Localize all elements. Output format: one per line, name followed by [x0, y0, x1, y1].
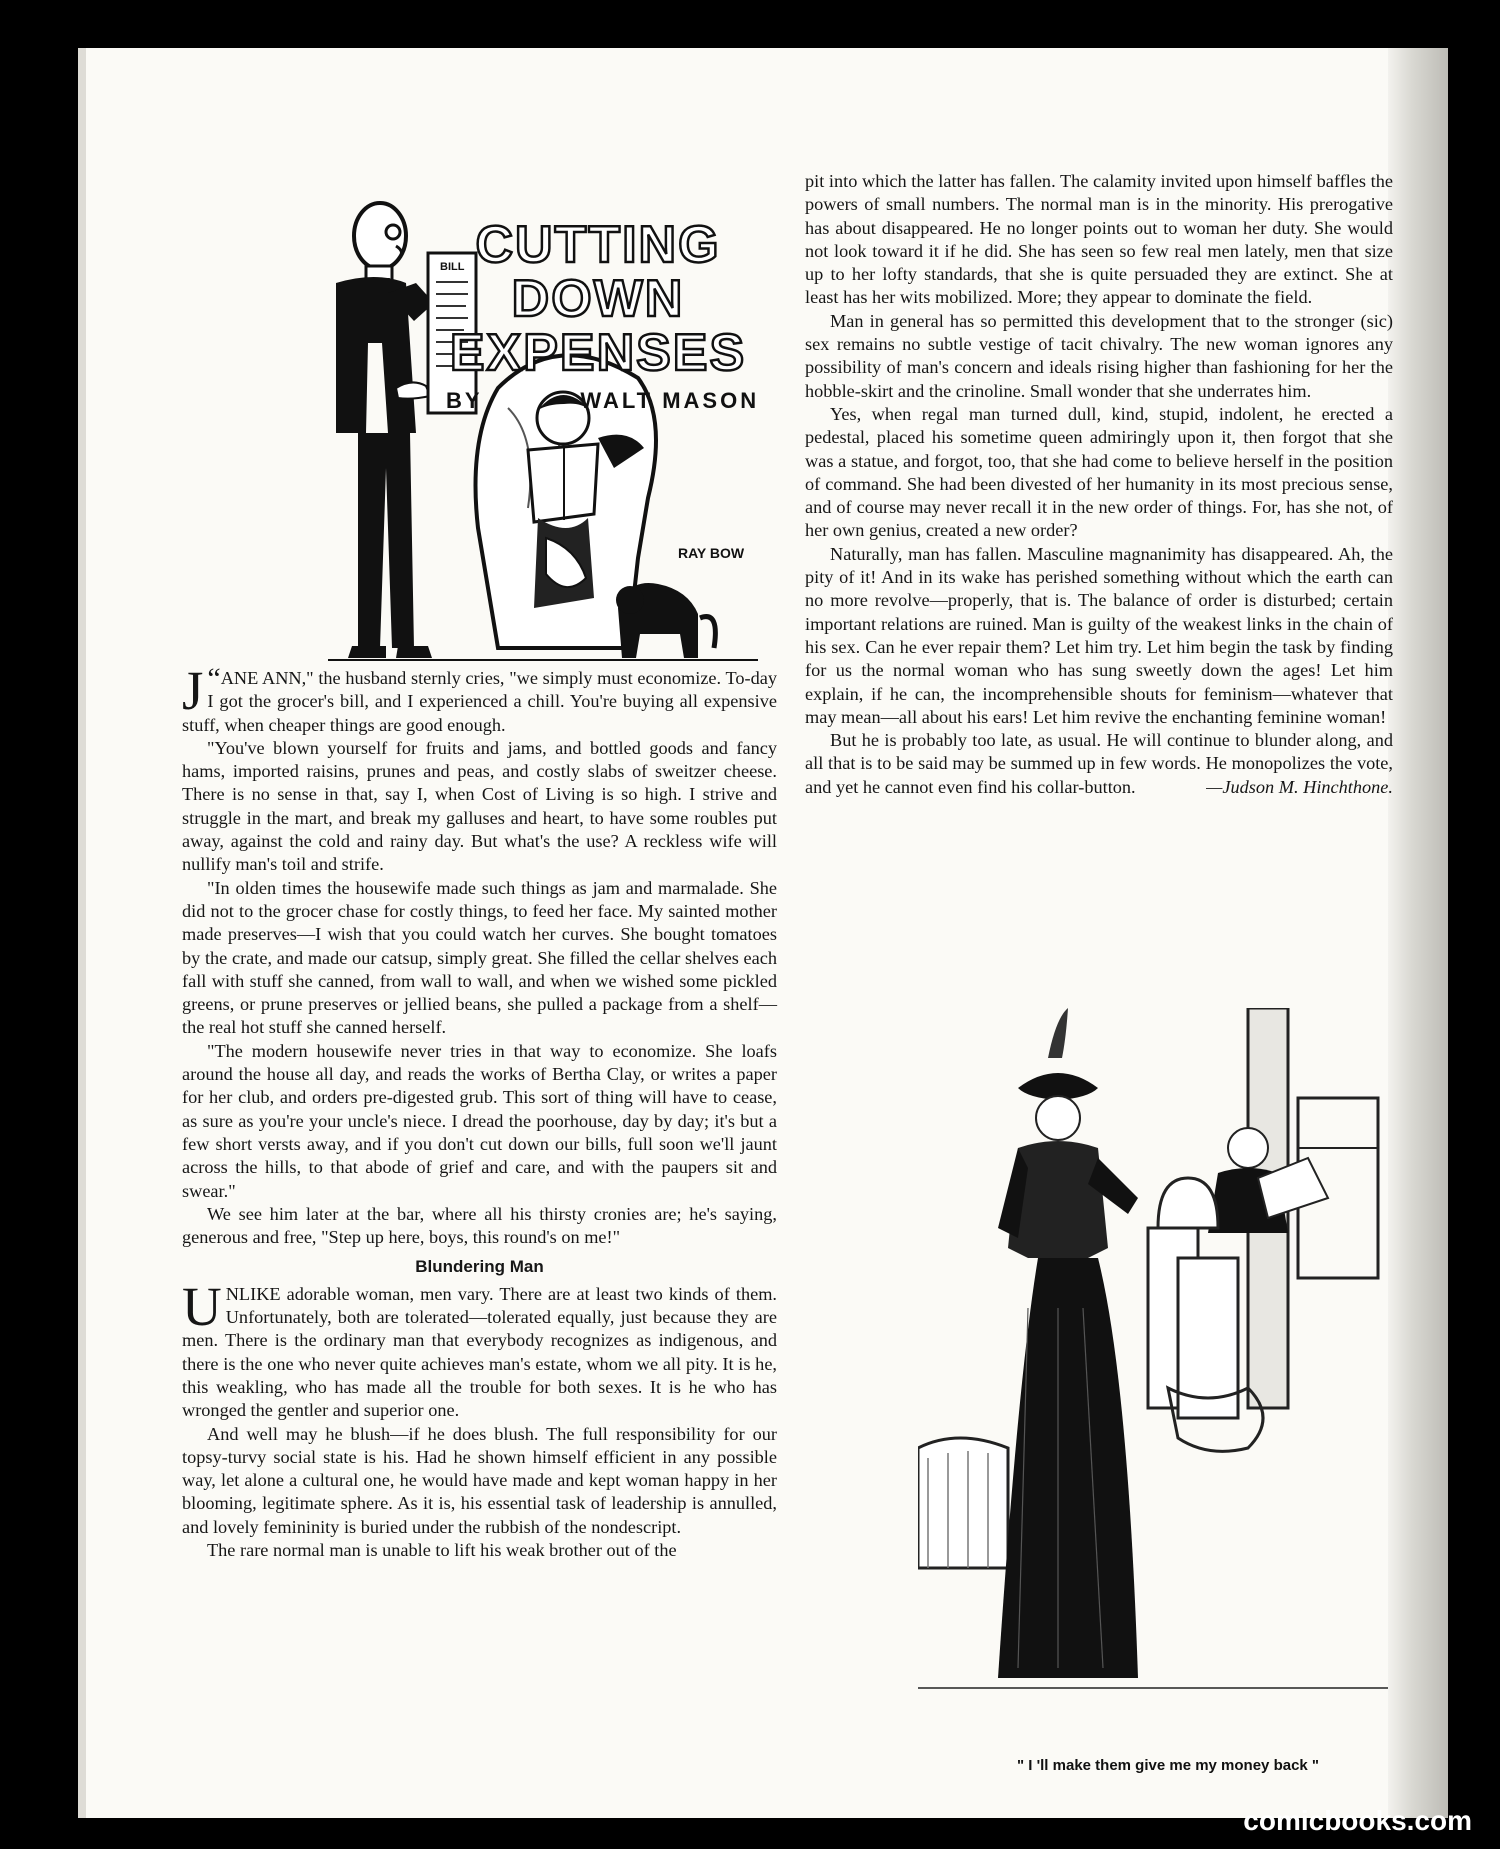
page-binding-shadow	[1388, 48, 1448, 1818]
page-left-edge	[78, 48, 86, 1818]
article2-paragraph-1: UNLIKE adorable woman, men vary. There are at least two kinds of them. Unfortunately, both are tolerated—tolerated equally, just because they are men. There is the ordinary man that everybody recognizes as indigenous, and there is the one who never quite achieves man's estate, whom we all pity. It is he, this weakling, who has made all the trouble for both sexes. It is he who has wronged the gentler and superior one.	[182, 1275, 777, 1421]
article2-paragraph-3-start: The rare normal man is unable to lift his weak brother out of the	[207, 1539, 677, 1560]
article1-paragraph-4: "The modern housewife never tries in that way to economize. She loafs around the house all day, and reads the works of Bertha Clay, or writes a paper for her club, and orders pre-digested grub. This sort of thing will have to cease, as sure as you're your uncle's niece. I dread the poorhouse, day by day; it's but a few short versts away, and if you don't cut down our bills, full soon we'll jaunt across the hills, to that abode of grief and care, and with the paupers sit and swear."	[182, 1040, 777, 1201]
byline-author: WALT MASON	[580, 388, 760, 413]
article1-paragraph-5: We see him later at the bar, where all his thirsty cronies are; he's saying, generous and free, "Step up here, boys, this round's on me!"	[182, 1203, 777, 1248]
watermark: comicbooks.com	[1243, 1805, 1472, 1836]
article2-title: Blundering Man	[415, 1257, 544, 1277]
woman-illustration	[918, 1008, 1388, 1708]
article2-signature: —Judson M. Hinchthone.	[1206, 777, 1393, 798]
article1-paragraph-2: "You've blown yourself for fruits and jams, and bottled goods and fancy hams, imported raisins, prunes and peas, and costly slabs of sweitzer cheese. There is no sense in that, say I, when Cost of Living is so high. I strive and struggle in the mart, and break my galluses and heart, to have some roubles put away, against the cold and rainy day. But what's the use? A reckless wife will nullify man's toil and strife.	[182, 737, 777, 875]
article2-paragraph-3-continued: pit into which the latter has fallen. The calamity invited upon himself baffles the powers of small numbers. The normal man is in the minority. His prerogative has about disappeared. He no longer points out to woman her duty. She would not look toward it if he did. She has seen so few real men lately, men that size up to her lofty standards, that she is quite persuaded they are extinct. She at least has her wits mobilized. More; they appear to dominate the field.	[805, 171, 1393, 308]
magazine-page	[78, 48, 1448, 1818]
right-column	[805, 170, 1393, 799]
header-title-block	[428, 218, 768, 414]
dropcap-j: J	[182, 660, 204, 721]
illustration-caption: " I 'll make them give me my money back "	[1016, 1757, 1320, 1774]
bill-label: BILL	[440, 261, 465, 273]
title-line-2: EXPENSES	[449, 324, 747, 382]
article1-paragraph-1: “ J ANE ANN," the husband sternly cries, "we simply must economize. To-day I got the grocer's bill, and I experienced a chill. You're buying all expensive stuff, when cheaper things are good enough.	[182, 660, 777, 735]
byline-by: BY	[446, 388, 483, 413]
left-column	[182, 660, 777, 1562]
article2-paragraph-6: Naturally, man has fallen. Masculine magnanimity has disappeared. Ah, the pity of it! And in its wake has perished something without which the earth can no more revolve—properly, that is. The balance of order is disturbed; certain important relations are ruined. Man is guilty of the weakest links in the chain of his sex. Can he ever repair them? Let him try. Let him begin the task by finding for us the normal woman who has sung sweetly down the ages! Let him explain, if he can, the incomprehensible shouts for feminism—whatever that may mean—all about his ears! Let him revive the enchanting feminine woman!	[805, 543, 1393, 727]
article1-paragraph-3: "In olden times the housewife made such things as jam and marmalade. She did not to the grocer chase for costly things, to feed her face. My sainted mother made preserves—I wish that you could watch her curves. She bought tomatoes by the crate, and made our catsup, simply great. She filled the cellar shelves each fall with stuff she canned, from wall to wall, and when we wished some pickled greens, or prune preserves or jellied beans, she pulled a package from a shelf—the real hot stuff she canned herself.	[182, 877, 777, 1038]
article2-paragraph-2: And well may he blush—if he does blush. The full responsibility for our topsy-turvy social state is his. Had he shown himself efficient in any possible way, let alone a cultural one, he would have made and kept woman happy in her blooming, legitimate sphere. As it is, his essential task of leadership is annulled, and lovely femininity is buried under the rubbish of the nondescript.	[182, 1423, 777, 1537]
article2-paragraph-4: Man in general has so permitted this development that to the stronger (sic) sex remains no subtle vestige of tacit chivalry. The new woman ignores any possibility of man's concern and ideals rising higher than fashioning for her the hobble-skirt and the crinoline. Small wonder that she underrates him.	[805, 310, 1393, 401]
title-line-1: CUTTING DOWN	[475, 216, 721, 328]
dropcap-u: U	[182, 1275, 222, 1337]
article2-paragraph-7: But he is probably too late, as usual. He will continue to blunder along, and all that is to be said may be summed up in few words. He monopolizes the vote, and yet he cannot even find his collar-button.	[805, 730, 1393, 797]
article2-paragraph-5: Yes, when regal man turned dull, kind, stupid, indolent, he erected a pedestal, placed his sometime queen admiringly upon it, then forgot that she was a statue, and forgot, too, that she had come to believe herself in the position of command. She had been divested of her humanity in its most precious sense, and of course may never recall it in the new order of things. For, has she not, of her own genius, created a new order?	[805, 403, 1393, 541]
byline	[428, 388, 768, 414]
artist-signature: RAY BOW	[678, 545, 745, 561]
